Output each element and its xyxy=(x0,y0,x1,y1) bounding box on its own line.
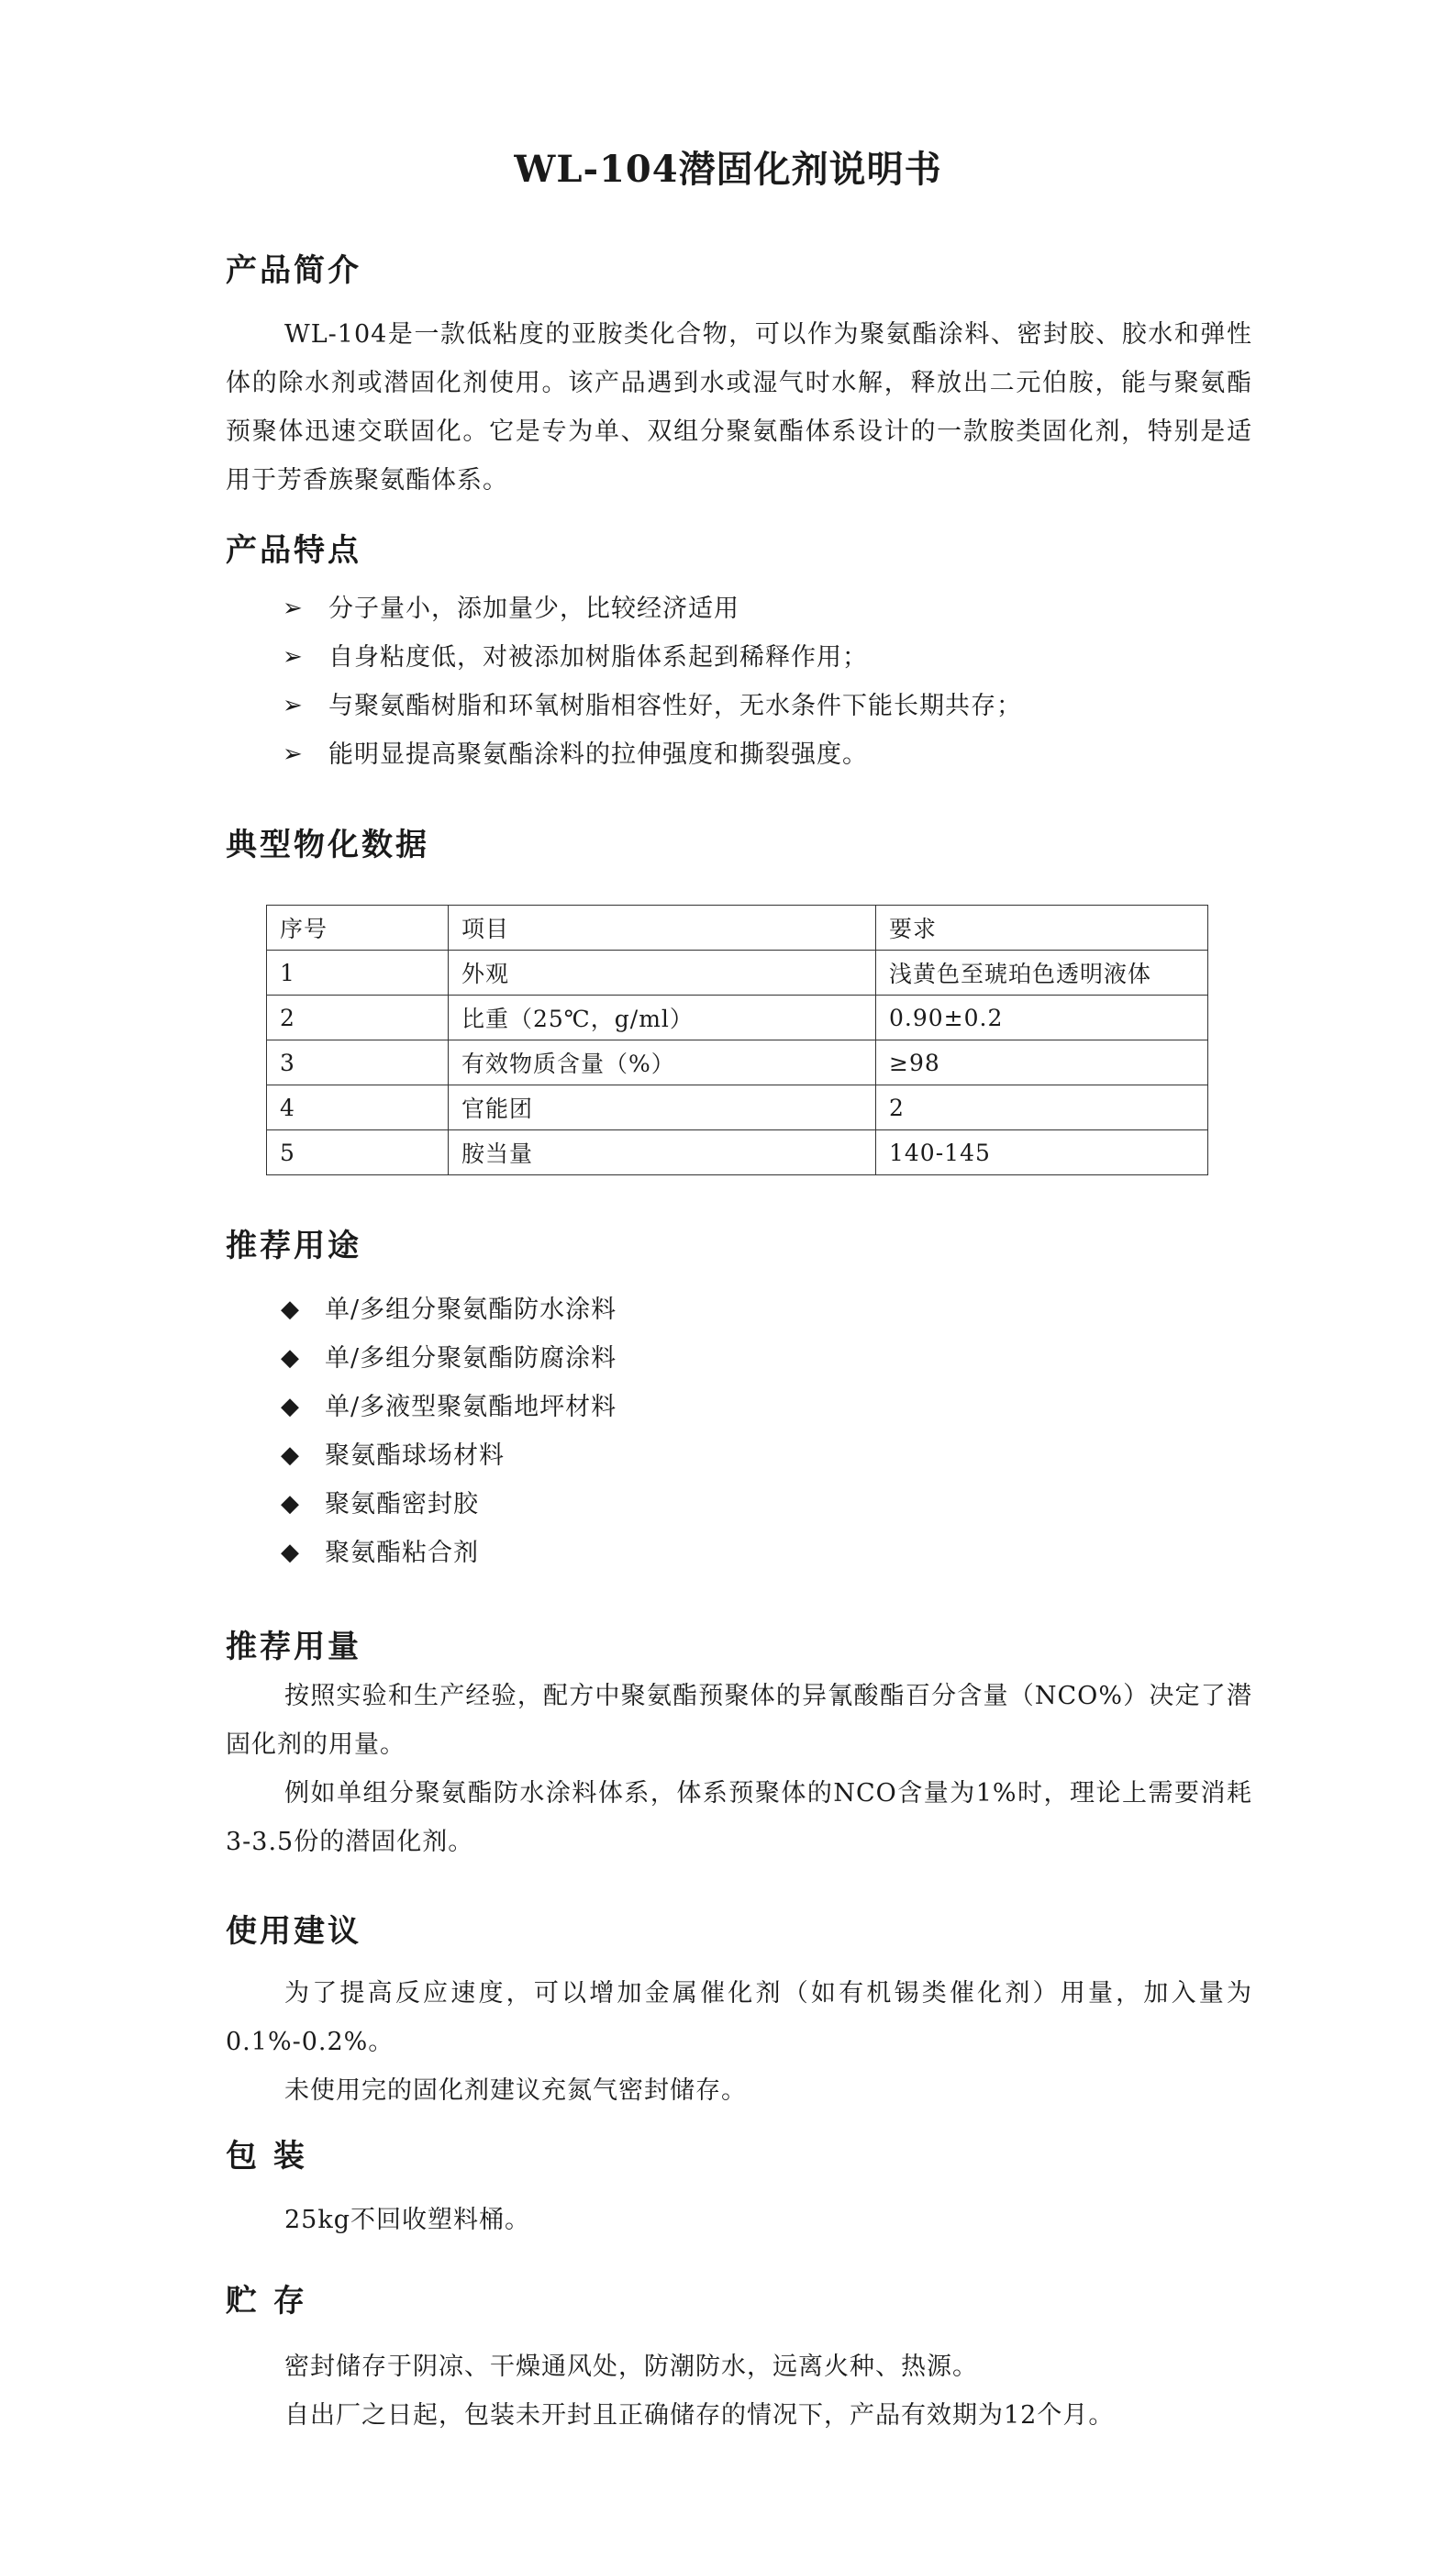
table-cell: 胺当量 xyxy=(449,1130,876,1175)
use-text: 单/多组分聚氨酯防腐涂料 xyxy=(325,1344,617,1373)
table-cell: 0.90±0.2 xyxy=(876,996,1208,1040)
advice-paragraph-2: 未使用完的固化剂建议充氮气密封储存。 xyxy=(284,2076,747,2105)
section-uses xyxy=(226,1225,1252,1577)
storage-paragraph-2: 自出厂之日起，包装未开封且正确储存的情况下，产品有效期为12个月。 xyxy=(284,2401,1115,2430)
features-heading: 产品特点 xyxy=(226,532,361,569)
document-title: WL-104潜固化剂说明书 xyxy=(514,148,942,191)
dosage-paragraph-2: 例如单组分聚氨酯防水涂料体系，体系预聚体的NCO含量为1%时，理论上需要消耗3-3.5份的潜固化剂。 xyxy=(226,1779,1252,1856)
dosage-paragraph-1: 按照实验和生产经验，配方中聚氨酯预聚体的异氰酸酯百分含量（NCO%）决定了潜固化剂的用量。 xyxy=(226,1682,1252,1759)
diamond-bullet-icon: ◆ xyxy=(281,1539,300,1566)
table-row xyxy=(267,951,1208,996)
features-list xyxy=(226,584,1252,779)
table-row xyxy=(267,1085,1208,1130)
use-text: 单/多组分聚氨酯防水涂料 xyxy=(325,1296,617,1324)
section-storage xyxy=(226,2280,1252,2440)
diamond-bullet-icon: ◆ xyxy=(281,1490,300,1518)
table-row xyxy=(267,996,1208,1040)
diamond-bullet-icon: ◆ xyxy=(281,1393,300,1420)
use-item xyxy=(226,1285,1252,1334)
use-item xyxy=(226,1334,1252,1383)
dosage-heading: 推荐用量 xyxy=(226,1629,361,1665)
header-cell: 要求 xyxy=(876,906,1208,951)
section-packaging xyxy=(226,2135,1252,2244)
spec-table xyxy=(266,905,1208,1175)
data-heading: 典型物化数据 xyxy=(226,827,429,863)
section-dosage xyxy=(226,1626,1252,1866)
packaging-paragraph: 25kg不回收塑料桶。 xyxy=(284,2206,531,2234)
feature-text: 分子量小，添加量少，比较经济适用 xyxy=(328,595,739,623)
table-cell: 外观 xyxy=(449,951,876,996)
use-item xyxy=(226,1480,1252,1529)
table-cell: 2 xyxy=(267,996,449,1040)
table-cell: 3 xyxy=(267,1040,449,1085)
uses-heading: 推荐用途 xyxy=(226,1228,361,1264)
table-cell: 比重（25℃，g/ml） xyxy=(449,996,876,1040)
use-text: 聚氨酯球场材料 xyxy=(325,1441,505,1470)
table-cell: 1 xyxy=(267,951,449,996)
feature-item xyxy=(226,682,1252,730)
section-data xyxy=(226,824,1252,1175)
use-item xyxy=(226,1431,1252,1480)
header-cell: 序号 xyxy=(267,906,449,951)
table-cell: ≥98 xyxy=(876,1040,1208,1085)
header-cell: 项目 xyxy=(449,906,876,951)
table-cell: 5 xyxy=(267,1130,449,1175)
diamond-bullet-icon: ◆ xyxy=(281,1344,300,1372)
arrow-bullet-icon: ➢ xyxy=(283,643,304,671)
section-features xyxy=(226,529,1252,779)
table-header-row xyxy=(267,906,1208,951)
advice-heading: 使用建议 xyxy=(226,1913,361,1950)
storage-heading: 贮 存 xyxy=(226,2283,307,2320)
table-cell: 4 xyxy=(267,1085,449,1130)
storage-paragraph-1: 密封储存于阴凉、干燥通风处，防潮防水，远离火种、热源。 xyxy=(284,2353,978,2381)
use-item xyxy=(226,1383,1252,1431)
table-row xyxy=(267,1040,1208,1085)
table-cell: 2 xyxy=(876,1085,1208,1130)
use-item xyxy=(226,1529,1252,1577)
arrow-bullet-icon: ➢ xyxy=(283,740,304,768)
feature-item xyxy=(226,730,1252,779)
feature-text: 与聚氨酯树脂和环氧树脂相容性好，无水条件下能长期共存； xyxy=(328,692,1022,720)
arrow-bullet-icon: ➢ xyxy=(283,595,304,622)
section-advice xyxy=(226,1910,1252,2115)
table-cell: 140-145 xyxy=(876,1130,1208,1175)
feature-item xyxy=(226,633,1252,682)
diamond-bullet-icon: ◆ xyxy=(281,1441,300,1469)
arrow-bullet-icon: ➢ xyxy=(283,692,304,719)
feature-text: 自身粘度低，对被添加树脂体系起到稀释作用； xyxy=(328,643,868,672)
diamond-bullet-icon: ◆ xyxy=(281,1296,300,1323)
table-cell: 有效物质含量（%） xyxy=(449,1040,876,1085)
advice-paragraph-1: 为了提高反应速度，可以增加金属催化剂（如有机锡类催化剂）用量，加入量为0.1%-0.2%。 xyxy=(226,1979,1252,2056)
table-cell: 浅黄色至琥珀色透明液体 xyxy=(876,951,1208,996)
feature-text: 能明显提高聚氨酯涂料的拉伸强度和撕裂强度。 xyxy=(328,740,868,769)
feature-item xyxy=(226,584,1252,633)
use-text: 单/多液型聚氨酯地坪材料 xyxy=(325,1393,617,1421)
intro-text: WL-104是一款低粘度的亚胺类化合物，可以作为聚氨酯涂料、密封胶、胶水和弹性体的除水剂或潜固化剂使用。该产品遇到水或湿气时水解，释放出二元伯胺，能与聚氨酯预聚体迅速交联固化。它是专为单、双组分聚氨酯体系设计的一款胺类固化剂，特别是适用于芳香族聚氨酯体系。 xyxy=(226,320,1252,495)
uses-list xyxy=(226,1285,1252,1577)
packaging-heading: 包 装 xyxy=(226,2138,307,2175)
use-text: 聚氨酯密封胶 xyxy=(325,1490,479,1519)
intro-heading: 产品简介 xyxy=(226,252,361,289)
table-cell: 官能团 xyxy=(449,1085,876,1130)
table-row xyxy=(267,1130,1208,1175)
use-text: 聚氨酯粘合剂 xyxy=(325,1539,479,1567)
section-intro xyxy=(226,250,1252,505)
